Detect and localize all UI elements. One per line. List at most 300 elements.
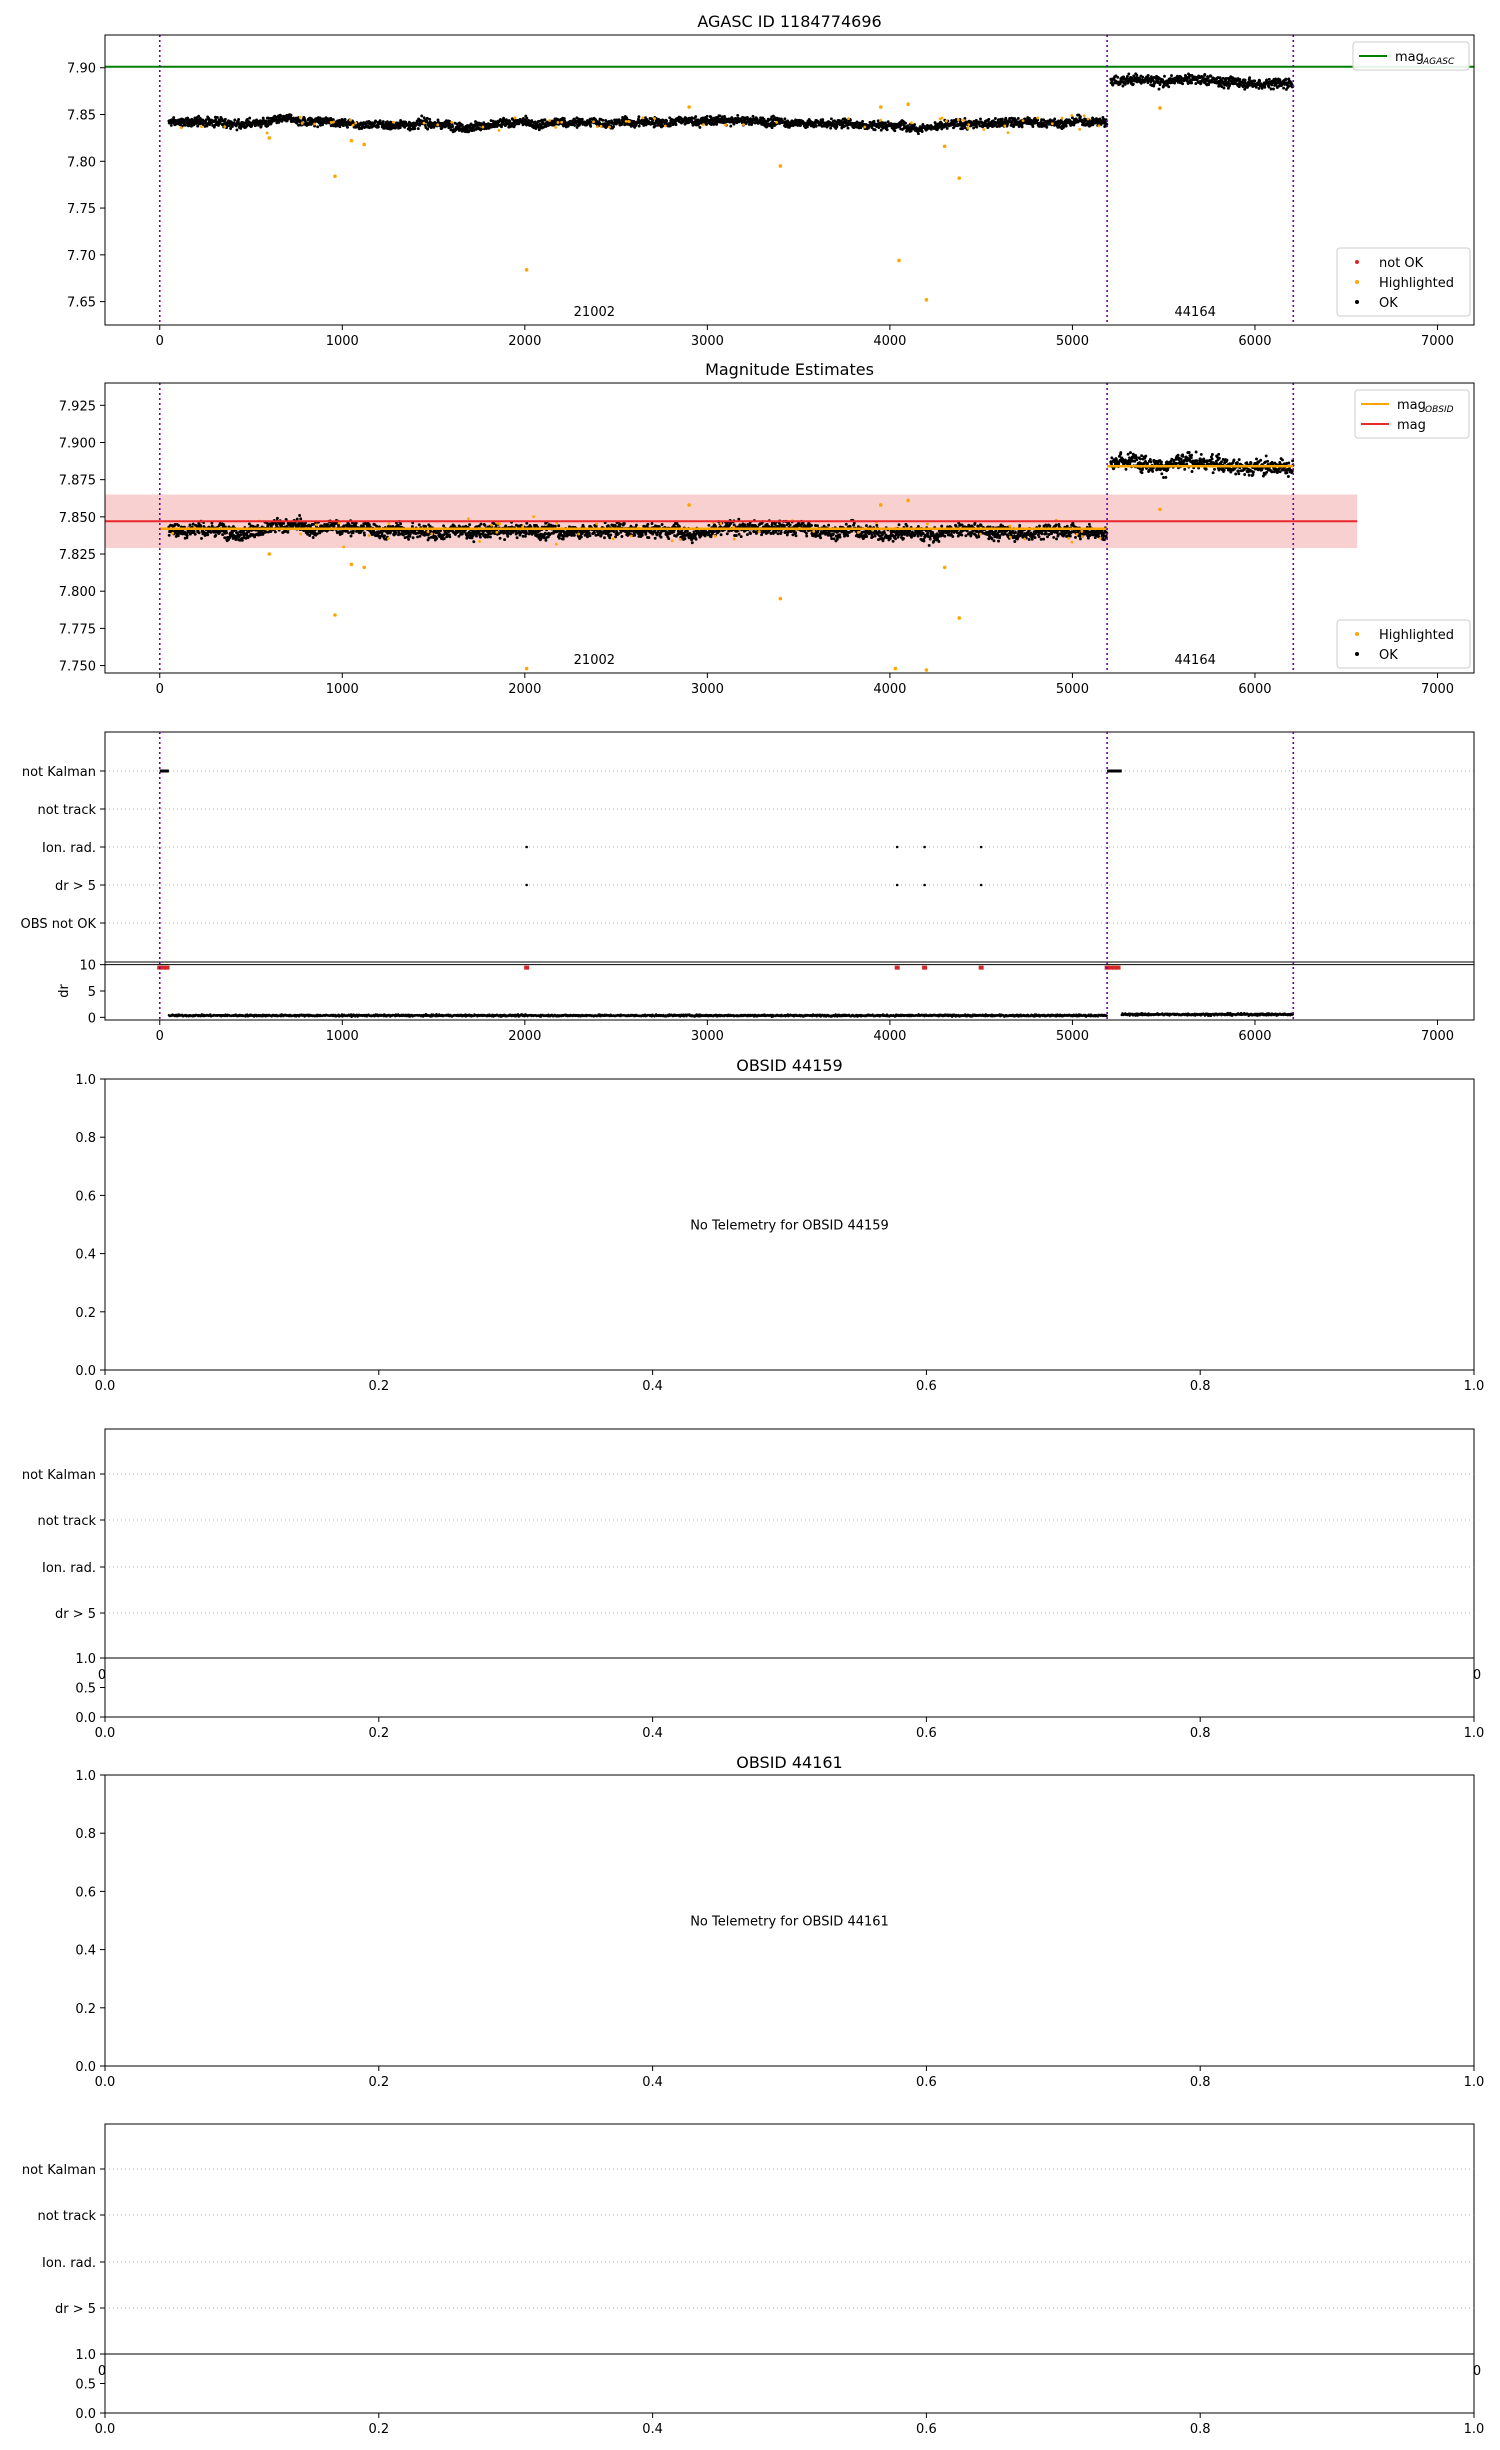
data-point xyxy=(1121,85,1124,88)
legend-label: not OK xyxy=(1379,256,1424,271)
data-point xyxy=(593,531,596,534)
highlighted-point xyxy=(481,126,484,129)
data-point xyxy=(886,128,889,131)
data-point xyxy=(1135,74,1138,77)
obsid-label: 21002 xyxy=(573,305,616,320)
data-point xyxy=(637,115,640,118)
data-point xyxy=(382,120,385,123)
data-point xyxy=(961,127,964,130)
highlighted-point xyxy=(1003,125,1006,128)
data-point xyxy=(269,530,272,533)
highlighted-point xyxy=(1007,131,1010,134)
data-point xyxy=(660,536,663,539)
highlighted-point xyxy=(223,125,226,128)
data-point xyxy=(573,534,576,537)
data-point xyxy=(654,537,657,540)
data-point xyxy=(612,530,615,533)
data-point xyxy=(484,533,487,536)
highlighted-point xyxy=(330,121,333,124)
data-point xyxy=(383,534,386,537)
data-point xyxy=(235,128,238,131)
data-point xyxy=(726,532,729,535)
highlighted-point xyxy=(592,120,595,123)
data-point xyxy=(1181,82,1184,85)
data-point xyxy=(499,537,502,540)
highlighted-point xyxy=(554,126,557,129)
highlighted-point xyxy=(863,126,866,129)
data-point xyxy=(638,125,641,128)
data-point xyxy=(1079,115,1082,118)
data-point xyxy=(248,117,251,120)
data-point xyxy=(350,535,353,538)
highlighted-point xyxy=(1070,114,1073,117)
data-point xyxy=(214,118,217,121)
data-point xyxy=(375,525,378,528)
highlighted-point xyxy=(423,122,426,125)
highlighted-point xyxy=(1051,122,1054,125)
highlighted-point xyxy=(775,121,778,124)
highlighted-point xyxy=(498,129,501,132)
data-point xyxy=(619,523,622,526)
highlighted-point xyxy=(349,119,352,122)
data-point xyxy=(216,116,219,119)
data-point xyxy=(404,532,407,535)
legend-agasc-bottom xyxy=(1337,248,1470,316)
data-point xyxy=(506,535,509,538)
highlighted-point xyxy=(982,128,985,131)
data-point xyxy=(913,123,916,126)
highlighted-point xyxy=(180,126,183,129)
data-point xyxy=(656,531,659,534)
data-point xyxy=(308,534,311,537)
highlighted-point xyxy=(301,122,304,125)
y-tick-label: 7.65 xyxy=(67,295,96,311)
data-point xyxy=(581,118,584,121)
data-point xyxy=(428,118,431,121)
data-point xyxy=(418,523,421,526)
data-point xyxy=(189,533,192,536)
data-point xyxy=(170,124,173,127)
data-point xyxy=(196,125,199,128)
data-point xyxy=(694,115,697,118)
data-point xyxy=(651,522,654,525)
y-tick-label: 7.90 xyxy=(67,61,96,77)
data-point xyxy=(718,530,721,533)
data-point xyxy=(698,126,701,129)
data-point xyxy=(729,125,732,128)
highlighted-point xyxy=(940,117,943,120)
data-point xyxy=(256,524,259,527)
data-point xyxy=(199,525,202,528)
data-point xyxy=(426,128,429,131)
x-tick-label: 6000 xyxy=(1238,334,1272,349)
data-point xyxy=(543,118,546,121)
data-point xyxy=(979,117,982,120)
highlighted-point xyxy=(333,174,337,178)
x-tick-label: 2000 xyxy=(508,334,542,349)
x-axis-agasc xyxy=(156,325,1454,349)
data-point xyxy=(237,118,240,121)
data-point xyxy=(316,125,319,128)
y-tick-label: 7.80 xyxy=(67,155,96,171)
data-point xyxy=(612,125,615,128)
data-point xyxy=(647,536,650,539)
data-point xyxy=(1053,118,1056,121)
data-point xyxy=(601,119,604,122)
data-point xyxy=(558,537,561,540)
data-point xyxy=(719,114,722,117)
data-point xyxy=(1282,87,1285,90)
highlighted-point xyxy=(943,145,947,149)
data-point xyxy=(607,524,610,527)
highlighted-point xyxy=(596,125,599,128)
data-point xyxy=(1158,88,1161,91)
data-point xyxy=(276,517,279,520)
data-point xyxy=(516,536,519,539)
legend-label: Highlighted xyxy=(1379,276,1454,291)
highlighted-point xyxy=(560,121,563,124)
data-point xyxy=(267,117,270,120)
x-tick-label: 0 xyxy=(155,334,164,349)
data-point xyxy=(417,127,420,130)
data-point xyxy=(720,533,723,536)
y-axis-agasc xyxy=(67,62,105,311)
data-point xyxy=(1116,76,1119,79)
data-point xyxy=(225,531,228,534)
data-point xyxy=(1244,79,1247,82)
y-tick-label: 7.85 xyxy=(67,108,96,124)
obsid-label: 44164 xyxy=(1174,305,1216,320)
data-point xyxy=(975,126,978,129)
data-point xyxy=(655,533,658,536)
data-point xyxy=(661,523,664,526)
data-point xyxy=(706,115,709,118)
highlighted-point xyxy=(925,298,929,302)
x-tick-label: 7000 xyxy=(1420,334,1455,349)
highlighted-point xyxy=(967,127,970,130)
data-point xyxy=(675,123,678,126)
highlighted-point xyxy=(641,116,644,119)
highlighted-point xyxy=(945,120,948,123)
highlighted-point xyxy=(392,121,395,124)
data-point xyxy=(198,531,201,534)
data-point xyxy=(783,117,786,120)
data-point xyxy=(690,116,693,119)
data-point xyxy=(525,117,528,120)
data-point xyxy=(451,125,454,128)
data-point xyxy=(874,128,877,131)
data-point xyxy=(442,524,445,527)
data-point xyxy=(296,518,299,521)
x-tick-label: 4000 xyxy=(873,334,907,349)
chart-title: Magnitude Estimates xyxy=(705,360,874,379)
highlighted-point xyxy=(313,123,316,126)
highlighted-point xyxy=(628,120,631,123)
data-point xyxy=(557,524,560,527)
data-point xyxy=(1268,78,1271,81)
data-point xyxy=(646,523,649,526)
data-point xyxy=(214,534,217,537)
data-point xyxy=(468,523,471,526)
data-point xyxy=(904,122,907,125)
legend-subscript: AGASC xyxy=(1423,57,1455,67)
data-point xyxy=(1248,76,1251,79)
data-point xyxy=(1167,85,1170,88)
data-point xyxy=(420,114,423,117)
legend-label: OK xyxy=(1379,296,1398,311)
data-point xyxy=(707,524,710,527)
data-point xyxy=(448,535,451,538)
data-point xyxy=(623,522,626,525)
data-point xyxy=(1257,87,1260,90)
data-point xyxy=(221,533,224,536)
data-point xyxy=(461,533,464,536)
data-point xyxy=(713,530,716,533)
data-point xyxy=(503,538,506,541)
data-point xyxy=(265,120,268,123)
data-point xyxy=(1285,78,1288,81)
data-point xyxy=(835,125,838,128)
data-point xyxy=(177,534,180,537)
data-point xyxy=(661,124,664,127)
highlighted-point xyxy=(879,119,882,122)
data-point xyxy=(206,533,209,536)
data-point xyxy=(641,534,644,537)
data-point xyxy=(489,532,492,535)
highlighted-point xyxy=(879,105,883,109)
legend-marker-swatch xyxy=(1355,260,1359,264)
data-point xyxy=(1190,81,1193,84)
data-point xyxy=(399,522,402,525)
data-point xyxy=(893,129,896,132)
data-point xyxy=(589,125,592,128)
data-point xyxy=(274,530,277,533)
data-point xyxy=(483,524,486,527)
data-point xyxy=(1004,117,1007,120)
highlighted-point xyxy=(1158,106,1162,110)
data-point xyxy=(608,536,611,539)
data-point xyxy=(1170,74,1173,77)
highlighted-point xyxy=(1036,117,1039,120)
data-point xyxy=(1263,86,1266,89)
data-point xyxy=(1021,125,1024,128)
data-point xyxy=(1124,83,1127,86)
data-point xyxy=(686,530,689,533)
highlighted-point xyxy=(1022,119,1025,122)
data-point xyxy=(224,118,227,121)
data-point xyxy=(475,535,478,538)
highlighted-point xyxy=(967,123,970,126)
x-tick-label: 1000 xyxy=(325,334,359,349)
data-point xyxy=(562,538,565,541)
data-point xyxy=(917,132,920,135)
data-point xyxy=(407,538,410,541)
data-point xyxy=(695,538,698,541)
data-point xyxy=(347,531,350,534)
data-point xyxy=(1045,126,1048,129)
highlighted-point xyxy=(724,124,727,127)
highlighted-point xyxy=(1087,118,1090,121)
data-point xyxy=(189,523,192,526)
data-point xyxy=(736,114,739,117)
highlighted-point xyxy=(1097,124,1100,127)
data-point xyxy=(241,539,244,542)
highlighted-point xyxy=(299,116,302,119)
data-point xyxy=(921,130,924,133)
data-point xyxy=(644,533,647,536)
data-point xyxy=(829,127,832,130)
data-point xyxy=(346,126,349,129)
data-point xyxy=(186,534,189,537)
data-point xyxy=(1017,117,1020,120)
data-point xyxy=(200,537,203,540)
highlighted-point xyxy=(200,125,203,128)
data-point xyxy=(435,537,438,540)
x-tick-label: 3000 xyxy=(690,334,724,349)
highlighted-point xyxy=(1083,114,1086,117)
data-point xyxy=(1147,74,1150,77)
highlighted-point xyxy=(653,117,656,120)
data-point xyxy=(194,533,197,536)
data-point xyxy=(480,523,483,526)
data-point xyxy=(363,534,366,537)
data-point xyxy=(589,534,592,537)
legend-marker-swatch xyxy=(1355,300,1359,304)
highlighted-points xyxy=(180,102,1162,301)
data-point xyxy=(404,536,407,539)
data-point xyxy=(412,536,415,539)
highlighted-point xyxy=(957,118,960,121)
highlighted-point xyxy=(957,176,961,180)
data-point xyxy=(223,536,226,539)
data-point xyxy=(691,541,694,544)
highlighted-point xyxy=(354,122,357,125)
data-point xyxy=(665,120,668,123)
legend-label: mag xyxy=(1395,50,1424,65)
data-point xyxy=(554,525,557,528)
data-point xyxy=(371,533,374,536)
data-point xyxy=(544,539,547,542)
highlighted-point xyxy=(266,132,269,135)
data-point xyxy=(1031,125,1034,128)
data-point xyxy=(394,531,397,534)
data-point xyxy=(472,540,475,543)
data-point xyxy=(1159,83,1162,86)
data-point xyxy=(290,114,293,117)
data-point xyxy=(286,531,289,534)
data-point xyxy=(1253,79,1256,82)
data-point xyxy=(1258,79,1261,82)
highlighted-point xyxy=(1078,128,1081,131)
data-point xyxy=(1127,73,1130,76)
highlighted-point xyxy=(608,126,611,129)
data-point xyxy=(633,534,636,537)
highlighted-point xyxy=(779,164,783,168)
data-point xyxy=(413,127,416,130)
data-point xyxy=(299,517,302,520)
data-point xyxy=(669,124,672,127)
highlighted-point xyxy=(702,123,705,126)
data-point xyxy=(362,525,365,528)
highlighted-point xyxy=(514,116,517,119)
data-point xyxy=(830,117,833,120)
highlighted-point xyxy=(625,120,628,123)
data-point xyxy=(233,119,236,122)
y-tick-label: 7.75 xyxy=(67,202,96,218)
data-point xyxy=(177,524,180,527)
data-point xyxy=(821,118,824,121)
data-point xyxy=(282,522,285,525)
highlighted-point xyxy=(548,119,551,122)
data-point xyxy=(987,118,990,121)
data-point xyxy=(946,127,949,130)
x-tick-label: 5000 xyxy=(1055,334,1089,349)
data-point xyxy=(752,115,755,118)
highlighted-point xyxy=(962,119,965,122)
data-point xyxy=(847,127,850,130)
data-point xyxy=(815,125,818,128)
data-point xyxy=(168,534,171,537)
data-point xyxy=(710,535,713,538)
highlighted-point xyxy=(450,121,453,124)
data-point xyxy=(377,126,380,129)
highlighted-point xyxy=(557,121,560,124)
data-point xyxy=(382,530,385,533)
highlighted-point xyxy=(906,102,910,106)
data-point xyxy=(756,117,759,120)
legend-agasc-top xyxy=(1353,42,1469,70)
data-point xyxy=(603,536,606,539)
data-point xyxy=(1163,75,1166,78)
highlighted-point xyxy=(910,122,913,125)
data-point xyxy=(1132,83,1135,86)
highlighted-point xyxy=(350,139,354,143)
data-point xyxy=(573,124,576,127)
data-point xyxy=(1222,87,1225,90)
data-point xyxy=(1126,75,1129,78)
data-point xyxy=(620,535,623,538)
data-point xyxy=(1152,85,1155,88)
highlighted-point xyxy=(362,143,366,147)
data-point xyxy=(298,514,301,517)
data-point xyxy=(614,524,617,527)
data-point xyxy=(1203,73,1206,76)
highlighted-point xyxy=(600,125,603,128)
highlighted-point xyxy=(525,268,529,272)
highlighted-point xyxy=(352,124,355,127)
data-point xyxy=(588,532,591,535)
data-point xyxy=(222,523,225,526)
data-point xyxy=(667,537,670,540)
data-point xyxy=(684,537,687,540)
data-point xyxy=(1141,76,1144,79)
data-point xyxy=(994,117,997,120)
data-point xyxy=(312,536,315,539)
highlighted-point xyxy=(1061,117,1064,120)
data-point xyxy=(580,536,583,539)
data-point xyxy=(489,536,492,539)
data-point xyxy=(479,536,482,539)
highlighted-point xyxy=(436,123,439,126)
data-point xyxy=(239,534,242,537)
data-point xyxy=(609,534,612,537)
data-point xyxy=(1001,118,1004,121)
data-point xyxy=(1065,125,1068,128)
data-point xyxy=(443,537,446,540)
data-point xyxy=(275,524,278,527)
data-point xyxy=(326,523,329,526)
data-point xyxy=(344,118,347,121)
